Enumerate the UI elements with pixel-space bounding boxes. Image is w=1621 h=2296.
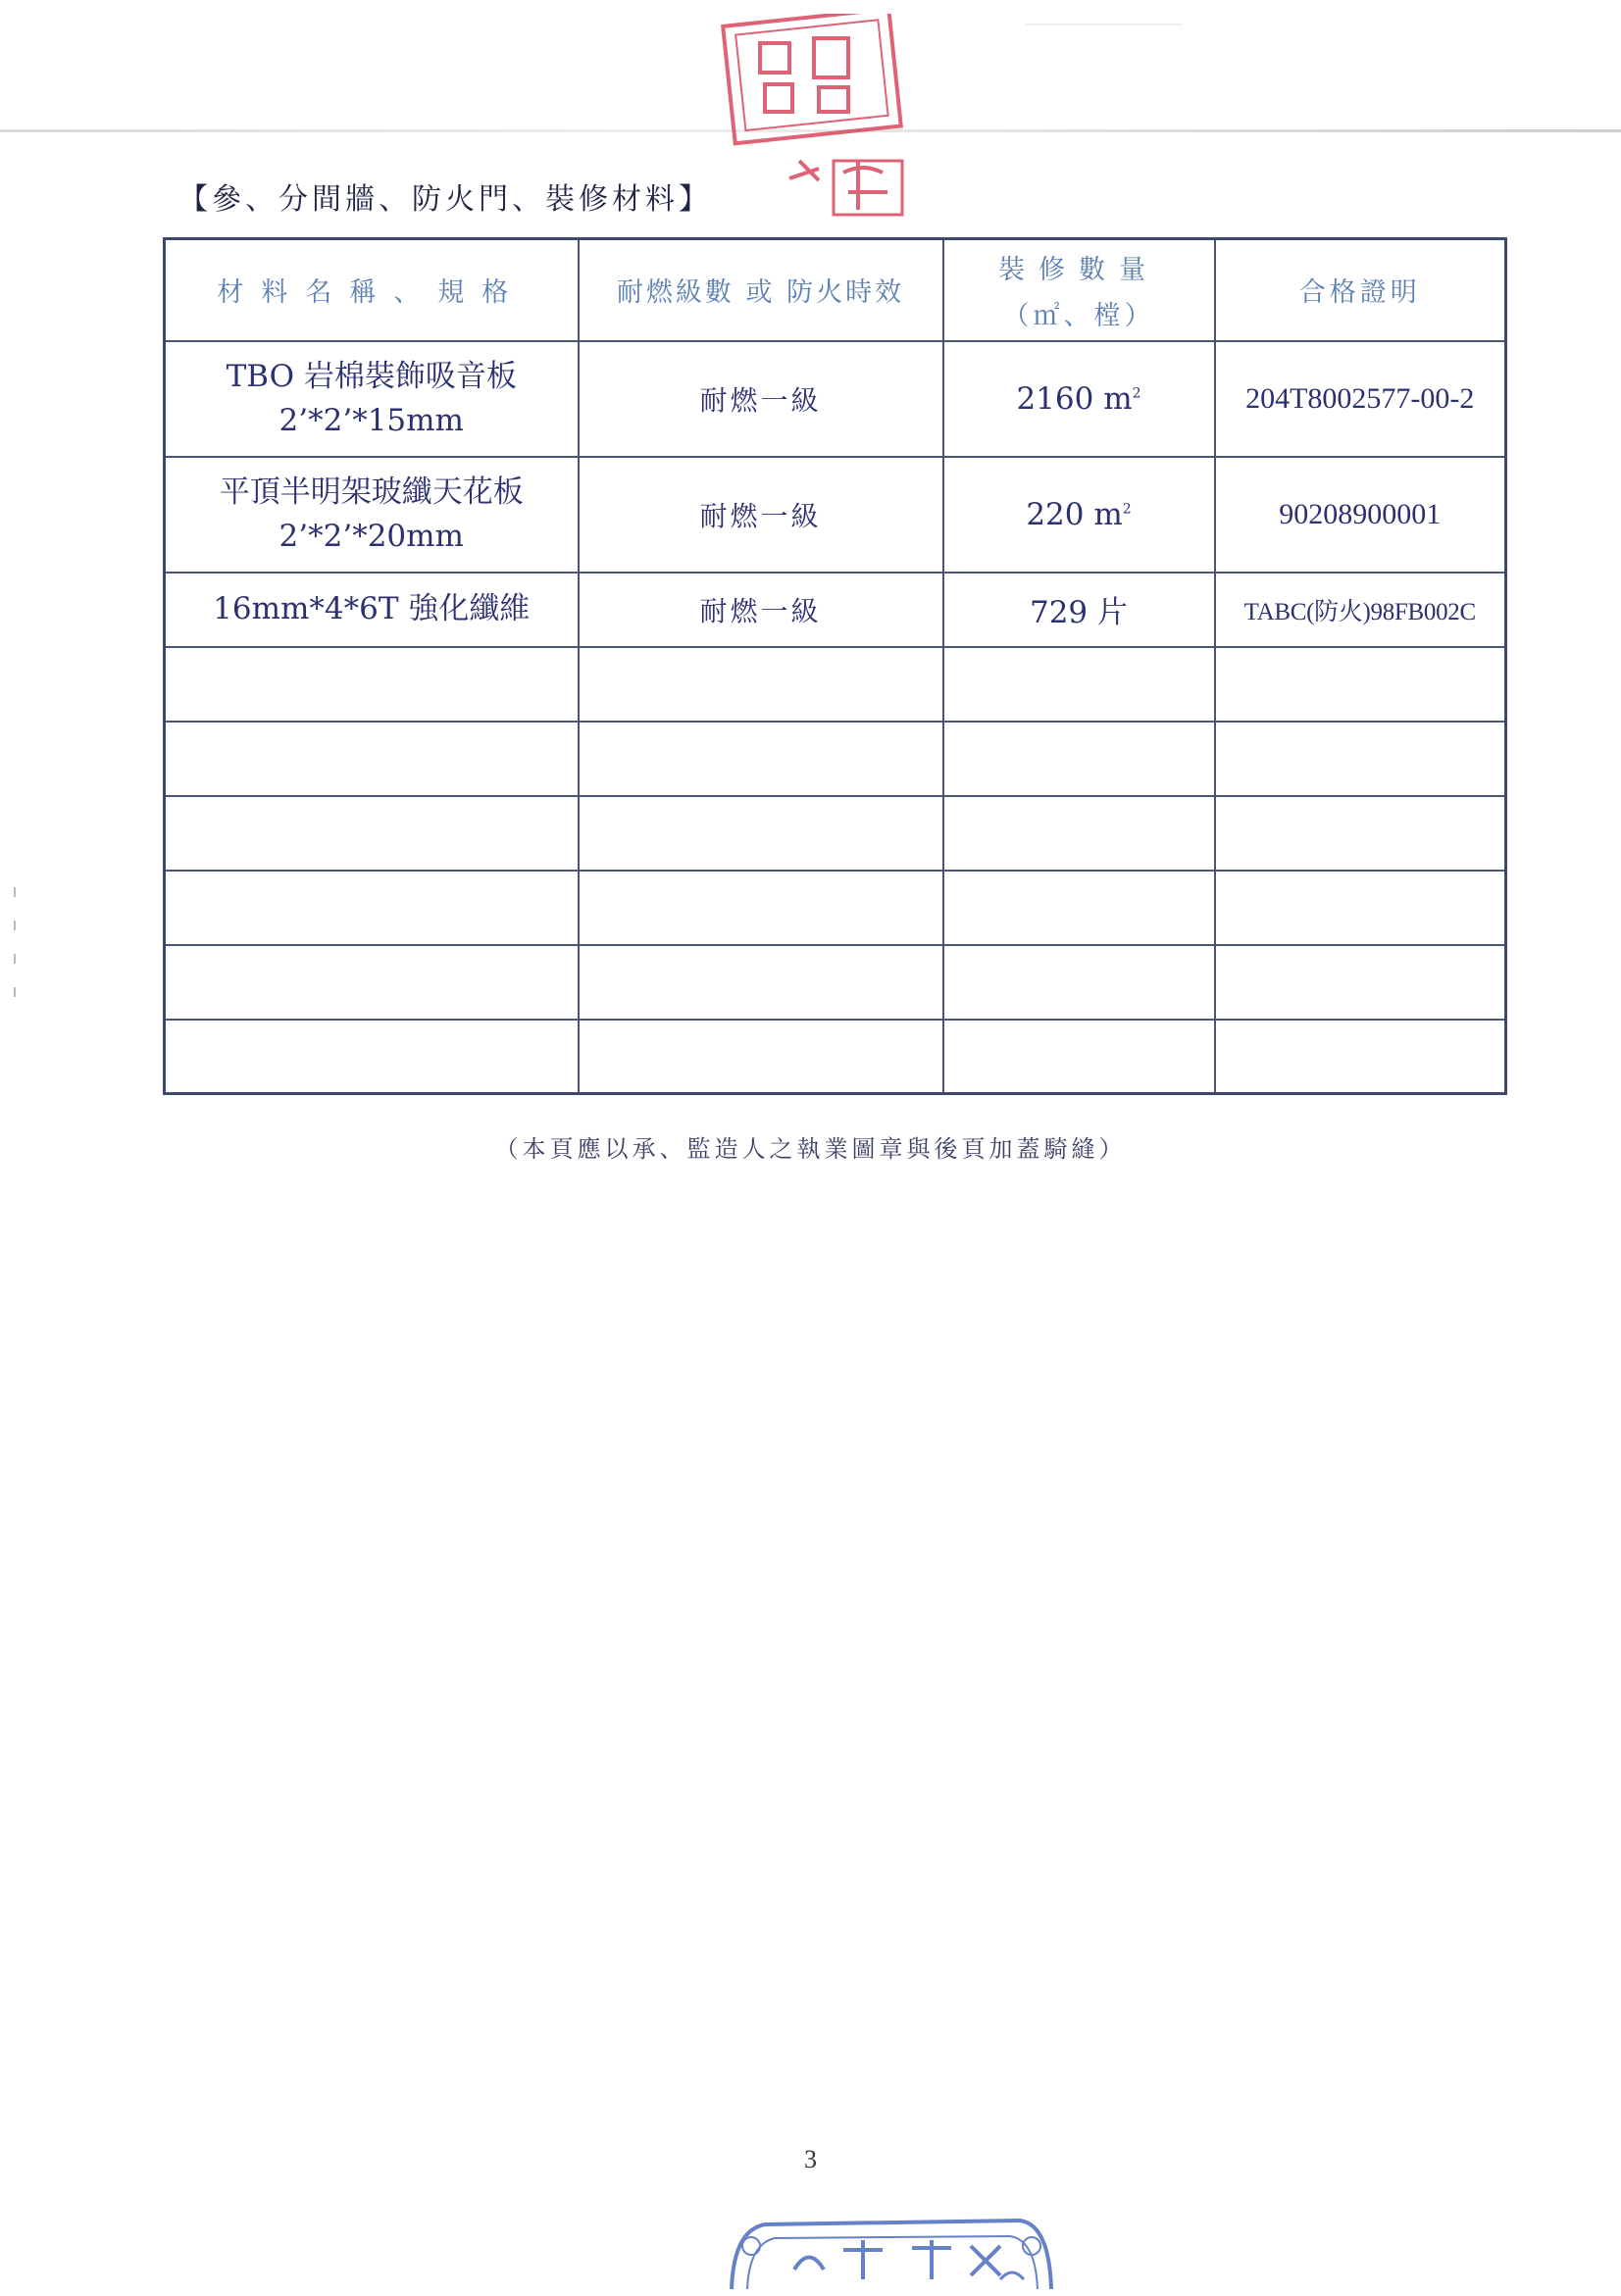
table-row bbox=[165, 573, 1506, 647]
header-certificate: 合格證明 bbox=[1215, 239, 1506, 341]
empty-cell bbox=[579, 796, 943, 871]
table-header-row bbox=[165, 239, 1506, 341]
empty-cell bbox=[1215, 871, 1506, 945]
empty-cell bbox=[943, 722, 1215, 796]
empty-table-row bbox=[165, 871, 1506, 945]
blue-seal-stamp bbox=[726, 2211, 1059, 2296]
empty-cell bbox=[579, 722, 943, 796]
scan-artifact-left bbox=[14, 887, 16, 1015]
table-row bbox=[165, 457, 1506, 573]
empty-cell bbox=[165, 796, 579, 871]
material-spec: 2’*2’*20mm bbox=[279, 518, 464, 554]
material-name: 平頂半明架玻纖天花板 bbox=[219, 474, 524, 510]
quantity-cell bbox=[943, 573, 1215, 647]
empty-table-row bbox=[165, 796, 1506, 871]
fire-rating: 耐燃一級 bbox=[579, 573, 943, 647]
seal-instruction-note: （本頁應以承、監造人之執業圖章與後頁加蓋騎縫） bbox=[494, 1135, 1127, 1163]
red-seal-stamp bbox=[721, 14, 966, 243]
certificate-number: TABC(防火)98FB002C bbox=[1215, 573, 1506, 647]
quantity-unit-sup: 2 bbox=[1122, 501, 1132, 518]
empty-table-row bbox=[165, 1020, 1506, 1094]
empty-cell bbox=[943, 945, 1215, 1020]
empty-cell bbox=[943, 871, 1215, 945]
materials-table bbox=[163, 237, 1507, 1095]
quantity-cell bbox=[943, 457, 1215, 573]
quantity-value: 2160 bbox=[1016, 380, 1094, 417]
empty-table-row bbox=[165, 647, 1506, 722]
material-name-cell bbox=[165, 573, 579, 647]
empty-table-row bbox=[165, 722, 1506, 796]
material-name: TBO 岩棉裝飾吸音板 bbox=[226, 358, 517, 394]
empty-cell bbox=[1215, 796, 1506, 871]
quantity-cell bbox=[943, 341, 1215, 457]
certificate-number: 204T8002577-00-2 bbox=[1215, 341, 1506, 457]
header-quantity bbox=[943, 239, 1215, 341]
fire-rating: 耐燃一級 bbox=[579, 457, 943, 573]
quantity-unit: m bbox=[1103, 380, 1133, 417]
table-row bbox=[165, 341, 1506, 457]
section-title: 【參、分間牆、防火門、裝修材料】 bbox=[178, 182, 712, 217]
quantity-unit: m bbox=[1093, 496, 1123, 532]
empty-cell bbox=[579, 647, 943, 722]
empty-table-row bbox=[165, 945, 1506, 1020]
scan-artifact-top bbox=[1025, 24, 1182, 25]
certificate-number: 90208900001 bbox=[1215, 457, 1506, 573]
quantity-unit: 片 bbox=[1097, 595, 1129, 630]
fire-rating: 耐燃一級 bbox=[579, 341, 943, 457]
empty-cell bbox=[165, 647, 579, 722]
material-name-cell bbox=[165, 341, 579, 457]
quantity-value: 729 bbox=[1029, 595, 1089, 630]
empty-cell bbox=[579, 945, 943, 1020]
header-quantity-line2: （㎡、樘） bbox=[1002, 300, 1155, 331]
empty-cell bbox=[943, 647, 1215, 722]
material-name-cell bbox=[165, 457, 579, 573]
material-spec: 2’*2’*15mm bbox=[279, 402, 464, 438]
empty-cell bbox=[1215, 722, 1506, 796]
empty-cell bbox=[165, 871, 579, 945]
header-quantity-line1: 裝修數量 bbox=[998, 254, 1159, 285]
header-rating: 耐燃級數 或 防火時效 bbox=[579, 239, 943, 341]
empty-cell bbox=[1215, 1020, 1506, 1094]
page-number: 3 bbox=[804, 2145, 817, 2173]
empty-cell bbox=[165, 722, 579, 796]
quantity-unit-sup: 2 bbox=[1132, 385, 1141, 402]
empty-cell bbox=[943, 796, 1215, 871]
empty-cell bbox=[943, 1020, 1215, 1094]
empty-cell bbox=[165, 945, 579, 1020]
quantity-value: 220 bbox=[1026, 496, 1085, 532]
empty-cell bbox=[1215, 647, 1506, 722]
header-name: 材料名稱、規格 bbox=[165, 239, 579, 341]
material-name: 16mm*4*6T 強化纖維 bbox=[213, 591, 531, 627]
empty-cell bbox=[1215, 945, 1506, 1020]
empty-cell bbox=[579, 1020, 943, 1094]
empty-cell bbox=[579, 871, 943, 945]
empty-cell bbox=[165, 1020, 579, 1094]
